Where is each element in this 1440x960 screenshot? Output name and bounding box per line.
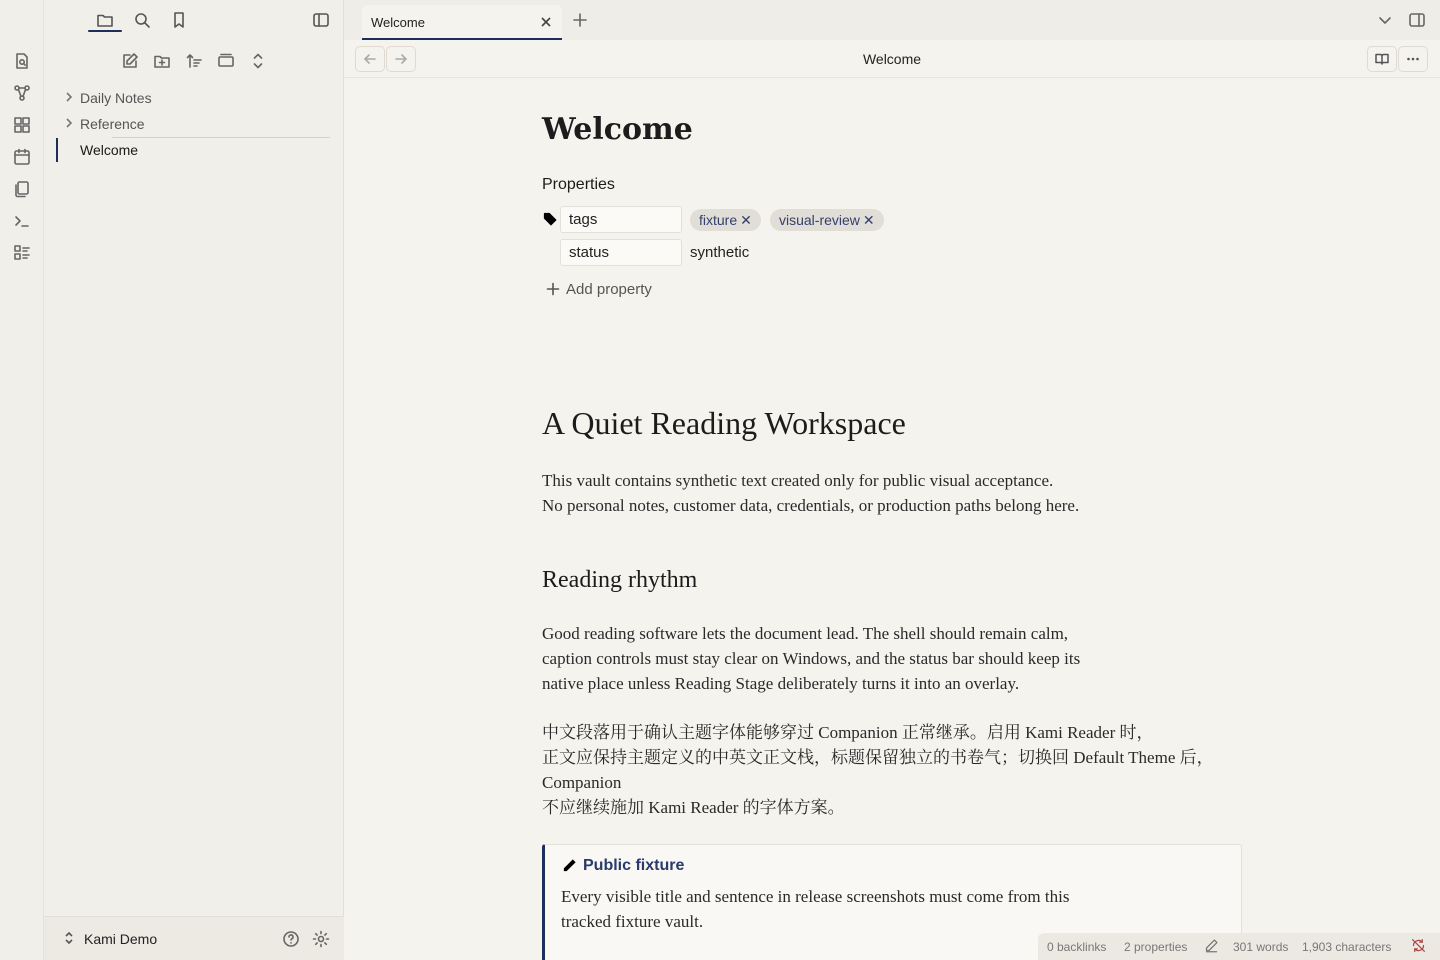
tree-folder-daily-notes[interactable] [56, 86, 330, 110]
chinese-paragraph [542, 720, 1214, 820]
text-line: Companion [542, 773, 622, 792]
note-content [344, 78, 1440, 960]
expand-collapse-icon[interactable] [249, 52, 267, 70]
auto-reveal-icon[interactable] [217, 52, 235, 70]
tab-list-chevron-down-icon[interactable] [1376, 11, 1394, 29]
tab-label: Welcome [371, 15, 425, 30]
text-line: Every visible title and sentence in release screenshots must come from this [561, 887, 1070, 906]
pencil-icon [561, 857, 578, 874]
new-tab-plus-icon[interactable] [571, 11, 589, 29]
heading-1: A Quiet Reading Workspace [542, 405, 906, 441]
tree-folder-reference[interactable] [56, 112, 330, 136]
file-explorer-toolbar [44, 50, 344, 74]
vault-name[interactable]: Kami Demo [84, 931, 158, 947]
text-line: 不应继续施加 Kami Reader 的字体方案。 [542, 798, 845, 817]
terminal-icon[interactable] [13, 212, 31, 230]
property-key-status[interactable]: status [560, 239, 682, 266]
chevron-right-icon [62, 90, 76, 104]
view-header [344, 40, 1440, 78]
property-row-tags [542, 206, 1242, 234]
tree-item-label: Reference [80, 116, 145, 132]
tag-pill-label: fixture [699, 212, 738, 228]
intro-paragraph [542, 468, 1079, 518]
text-line: tracked fixture vault. [561, 912, 704, 931]
collapse-sidebar-icon[interactable] [312, 11, 330, 29]
view-title[interactable]: Welcome [862, 51, 922, 67]
tree-item-label: Welcome [80, 142, 139, 158]
rhythm-paragraph [542, 621, 1080, 696]
sidebar-tab-header [44, 0, 344, 40]
calendar-icon[interactable] [13, 148, 31, 166]
templates-icon[interactable] [13, 180, 31, 198]
tree-item-label: Daily Notes [80, 90, 152, 106]
text-line: No personal notes, customer data, credentials, or production paths belong here. [542, 496, 1080, 515]
tag-icon [542, 211, 559, 228]
status-word-count: 301 words [1233, 940, 1289, 954]
text-line: caption controls must stay clear on Windows, and the status bar should keep its [542, 649, 1081, 668]
remove-tag-icon[interactable]: ✕ [740, 212, 752, 228]
remove-tag-icon[interactable]: ✕ [862, 212, 875, 228]
sidebar-tab-active-indicator [88, 30, 122, 32]
tag-pill-label: visual-review [779, 212, 860, 228]
search-icon[interactable] [133, 11, 151, 29]
tab-bar [344, 0, 1440, 40]
sync-disabled-icon[interactable] [1411, 938, 1426, 953]
text-line: native place unless Reading Stage deliberately turns it into an overlay. [542, 674, 1020, 693]
property-value-status[interactable]: synthetic [690, 244, 750, 261]
add-property-label: Add property [566, 281, 652, 298]
heading-2: Reading rhythm [542, 567, 698, 593]
text-line: 中文段落用于确认主题字体能够穿过 Companion 正常继承。启用 Kami Reader 时， [542, 723, 1154, 742]
new-folder-icon[interactable] [153, 52, 171, 70]
status-backlinks[interactable]: 0 backlinks [1047, 940, 1107, 954]
vault-switcher-bar [44, 916, 344, 960]
properties-heading[interactable]: Properties [542, 176, 615, 193]
text-line: 正文应保持主题定义的中英文正文栈，标题保留独立的书卷气；切换回 Default Theme 后， [542, 748, 1214, 767]
status-properties[interactable]: 2 properties [1124, 940, 1188, 954]
sort-icon[interactable] [185, 52, 203, 70]
open-quick-switcher-icon[interactable] [13, 52, 31, 70]
text-line: This vault contains synthetic text created only for public visual acceptance. [542, 471, 1054, 490]
chevron-right-icon [62, 116, 76, 130]
settings-gear-icon[interactable] [312, 930, 330, 948]
status-bar [1038, 933, 1440, 960]
left-sidebar [44, 0, 344, 960]
tag-pill-visual-review[interactable] [770, 209, 884, 231]
more-options-button[interactable] [1398, 46, 1428, 72]
callout-title: Public fixture [583, 857, 685, 874]
ribbon [0, 0, 44, 960]
editing-mode-pencil-icon[interactable] [1204, 938, 1219, 953]
canvas-icon[interactable] [13, 116, 31, 134]
graph-view-icon[interactable] [13, 84, 31, 102]
toggle-right-sidebar-icon[interactable] [1408, 11, 1426, 29]
text-lines-icon [542, 244, 559, 261]
property-row-status [542, 239, 1242, 267]
inline-title[interactable]: Welcome [542, 112, 693, 147]
help-icon[interactable] [282, 930, 300, 948]
callout-body [561, 884, 1069, 934]
command-palette-icon[interactable] [13, 244, 31, 262]
property-key-tags[interactable]: tags [560, 206, 682, 233]
bookmark-icon[interactable] [170, 11, 188, 29]
tab-welcome[interactable] [362, 5, 562, 40]
reading-view-button[interactable] [1367, 46, 1397, 72]
folder-icon[interactable] [96, 11, 114, 29]
tag-pill-fixture[interactable] [690, 209, 761, 231]
plus-icon [546, 282, 560, 296]
vault-switch-chevrons-icon[interactable] [62, 931, 76, 945]
text-line: Good reading software lets the document lead. The shell should remain calm, [542, 624, 1069, 643]
new-note-icon[interactable] [121, 52, 139, 70]
close-tab-icon[interactable] [539, 15, 553, 29]
status-character-count: 1,903 characters [1302, 940, 1392, 954]
tree-file-welcome[interactable] [56, 138, 330, 162]
